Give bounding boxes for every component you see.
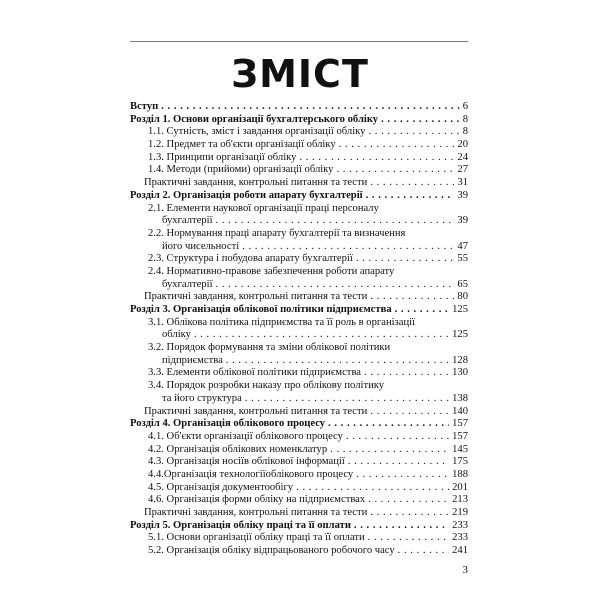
toc-dot-leader [370, 406, 449, 419]
toc-dot-leader [328, 418, 449, 431]
toc-subsection-entry[interactable] [130, 482, 468, 495]
toc-page-number: 125 [452, 329, 468, 341]
toc-page-number: 140 [452, 405, 468, 417]
toc-dot-leader [356, 469, 449, 482]
toc-section-entry[interactable] [130, 101, 468, 114]
toc-page-number: 8 [462, 126, 468, 138]
toc-practice-entry[interactable] [130, 406, 468, 419]
toc-entry-text: 4.2. Організація облікових номенклатур [148, 443, 328, 455]
toc-section-entry[interactable] [130, 520, 468, 533]
toc-section-entry[interactable] [130, 418, 468, 431]
toc-entry-text: 4.1. Об'єкти організації облікового процесу [148, 430, 343, 442]
toc-dot-leader [381, 114, 460, 127]
toc-dot-leader [161, 101, 459, 114]
toc-entry-text: 3.3. Елементи облікової політики підприємства [148, 367, 362, 379]
toc-dot-leader [245, 393, 449, 406]
page-number: 3 [462, 564, 468, 576]
toc-subsection-entry[interactable] [130, 203, 468, 228]
toc-entry-text: Практичні завдання, контрольні питання та тести [144, 507, 368, 518]
toc-page-number: 145 [452, 443, 468, 455]
toc-page-number: 188 [452, 468, 468, 480]
toc-page-number: 125 [452, 304, 468, 315]
toc-dot-leader [370, 507, 449, 520]
table-of-contents [130, 101, 468, 558]
toc-entry-text: 5.2. Організація обліку відпрацьованого робочого часу [148, 545, 395, 557]
toc-dot-leader [356, 253, 455, 266]
toc-page-number: 233 [452, 532, 468, 544]
toc-entry-text: 2.2. Нормування праці апарату бухгалтерії та визначення [148, 227, 406, 239]
toc-subsection-entry[interactable] [130, 152, 468, 165]
toc-entry-text: 1.3. Принципи організації обліку [148, 151, 297, 163]
toc-dot-leader [398, 545, 449, 558]
page-title: ЗМІСТ [231, 52, 369, 96]
toc-page-number: 65 [457, 278, 468, 290]
toc-page-number: 31 [457, 177, 468, 189]
toc-page-number: 130 [452, 367, 468, 379]
toc-dot-leader [348, 456, 449, 469]
toc-subsection-entry[interactable] [130, 228, 468, 253]
toc-subsection-entry[interactable] [130, 342, 468, 367]
toc-entry-text: 1.2. Предмет та об'єкти організації обліку [148, 139, 336, 151]
toc-section-entry[interactable] [130, 190, 468, 203]
toc-dot-leader [395, 304, 449, 317]
toc-subsection-entry[interactable] [130, 431, 468, 444]
toc-entry-text: Вступ [130, 101, 159, 112]
toc-dot-leader [336, 164, 454, 177]
toc-subsection-entry[interactable] [130, 139, 468, 152]
toc-page-number: 6 [462, 101, 468, 112]
toc-entry-text: його чисельності [162, 240, 240, 252]
toc-entry-text: Розділ 3. Організація облікової політики підприємства [130, 304, 392, 315]
toc-dot-leader [330, 444, 449, 457]
toc-subsection-entry[interactable] [130, 367, 468, 380]
toc-page-number: 138 [452, 392, 468, 404]
toc-dot-leader [366, 190, 455, 203]
toc-subsection-entry[interactable] [130, 469, 468, 482]
toc-dot-leader [370, 291, 454, 304]
toc-entry-text: Розділ 2. Організація роботи апарату бухгалтерії [130, 189, 363, 201]
toc-page-number: 219 [452, 507, 468, 518]
toc-page-number: 8 [462, 113, 468, 125]
toc-subsection-entry[interactable] [130, 545, 468, 558]
toc-page-number: 201 [452, 481, 468, 493]
toc-dot-leader [226, 355, 449, 368]
toc-dot-leader [368, 532, 449, 545]
toc-practice-entry[interactable] [130, 507, 468, 520]
toc-entry-text: Розділ 5. Організація обліку праці та її оплати [130, 519, 351, 531]
toc-subsection-entry[interactable] [130, 456, 468, 469]
toc-entry-text: 4.5. Організація документообігу [148, 481, 294, 493]
toc-entry-text: 3.1. Облікова політика підприємства та її роль в організації [148, 316, 415, 328]
toc-section-entry[interactable] [130, 304, 468, 317]
toc-entry-text: 3.2. Порядок формування та зміни облікової політики [148, 342, 391, 354]
toc-page-number: 24 [457, 151, 468, 163]
toc-dot-leader [296, 482, 449, 495]
toc-page-number: 47 [457, 240, 468, 252]
toc-dot-leader [216, 279, 455, 292]
toc-entry-text: 3.4. Порядок розробки наказу про облікову політику [148, 380, 385, 392]
toc-subsection-entry[interactable] [130, 253, 468, 266]
toc-subsection-entry[interactable] [130, 164, 468, 177]
toc-entry-text: Розділ 1. Основи організації бухгалтерського обліку [130, 113, 379, 125]
toc-page-number: 157 [452, 418, 468, 430]
toc-subsection-entry[interactable] [130, 126, 468, 139]
toc-entry-text: Практичні завдання, контрольні питання та тести [144, 291, 368, 303]
toc-page-number: 128 [452, 354, 468, 366]
top-rule [130, 41, 468, 42]
toc-entry-text: та його структура [162, 392, 242, 404]
toc-entry-text: 1.1. Сутність, зміст і завдання організації обліку [148, 126, 366, 138]
toc-entry-text: 1.4. Методи (прийоми) організації обліку [148, 164, 334, 176]
toc-dot-leader [194, 329, 449, 342]
toc-page-number: 55 [457, 253, 468, 265]
toc-entry-text: бухгалтерії [162, 215, 213, 227]
toc-entry-text: Практичні завдання, контрольні питання та тести [144, 405, 368, 417]
toc-entry-text: 4.4.Організація технологіїоблікового процесу [148, 468, 354, 480]
toc-dot-leader [370, 177, 454, 190]
toc-dot-leader [354, 520, 449, 533]
toc-entry-text: 5.1. Основи організації обліку праці та її оплати [148, 532, 365, 544]
toc-entry-text: 2.4. Нормативно-правове забезпечення роботи апарату [148, 265, 395, 277]
toc-page-number: 80 [457, 291, 468, 303]
toc-page-number: 27 [457, 164, 468, 176]
toc-entry-text: обліку [162, 329, 191, 341]
toc-page-number: 175 [452, 456, 468, 468]
toc-subsection-entry[interactable] [130, 494, 468, 507]
toc-dot-leader [368, 494, 449, 507]
toc-subsection-entry[interactable] [130, 444, 468, 457]
toc-subsection-entry[interactable] [130, 532, 468, 545]
toc-dot-leader [368, 126, 459, 139]
toc-dot-leader [339, 139, 455, 152]
toc-subsection-entry[interactable] [130, 380, 468, 405]
toc-page-number: 20 [457, 139, 468, 151]
toc-entry-text: 2.3. Структура і побудова апарату бухгалтерії [148, 253, 353, 265]
toc-entry-text: 4.3. Організація носіїв облікової інформації [148, 456, 345, 468]
toc-page-number: 213 [452, 494, 468, 506]
toc-practice-entry[interactable] [130, 291, 468, 304]
toc-practice-entry[interactable] [130, 177, 468, 190]
toc-entry-text: Розділ 4. Організація облікового процесу [130, 418, 326, 430]
toc-page-number: 39 [457, 189, 468, 201]
toc-page-number: 157 [452, 430, 468, 442]
toc-page-number: 233 [452, 519, 468, 531]
toc-dot-leader [242, 241, 454, 254]
toc-entry-text: 2.1. Елементи наукової організації праці персоналу [148, 202, 379, 214]
toc-section-entry[interactable] [130, 114, 468, 127]
toc-dot-leader [364, 367, 449, 380]
toc-entry-text: бухгалтерії [162, 278, 213, 290]
toc-entry-text: 4.6. Організація форми обліку на підприємствах [148, 494, 366, 506]
toc-dot-leader [346, 431, 449, 444]
toc-dot-leader [299, 152, 454, 165]
toc-page-number: 241 [452, 545, 468, 557]
toc-subsection-entry[interactable] [130, 317, 468, 342]
toc-entry-text: підприємства [162, 354, 223, 366]
toc-entry-text: Практичні завдання, контрольні питання та тести [144, 177, 368, 189]
toc-page-number: 39 [457, 215, 468, 227]
toc-dot-leader [216, 215, 455, 228]
toc-subsection-entry[interactable] [130, 266, 468, 291]
